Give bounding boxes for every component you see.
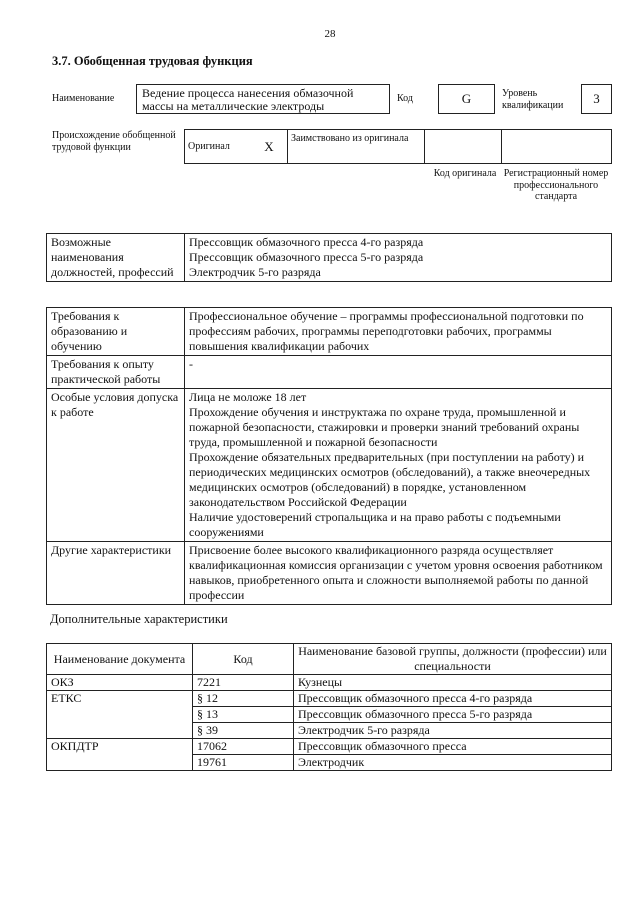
table-row: [47, 723, 612, 739]
code-cell: § 13: [193, 707, 294, 723]
origin-label: Происхождение обобщенной трудовой функции: [52, 130, 176, 153]
name-cell: Электродчик 5-го разряда: [294, 723, 612, 739]
doc-cell: [47, 707, 193, 723]
requirement-paragraph: Наличие удостоверений стропальщика и на право работы с подъемными сооружениями: [189, 510, 561, 539]
doc-cell: ЕТКС: [47, 691, 193, 707]
requirement-value: [185, 542, 612, 605]
requirement-paragraph: Профессиональное обучение – программы профессиональной подготовки по профессиям рабочих, программы переподготовки рабочих, программы повышения квалификации рабочих: [189, 309, 584, 353]
positions-table: [46, 233, 612, 282]
requirement-label: Требования к образованию и обучению: [47, 308, 185, 356]
requirement-paragraph: Прохождение обязательных предварительных (при поступлении на работу) и периодических медицинских осмотров (обследований), а также внеочередных медицинских осмотров (обследований) в порядке, установленном законодательством Российской Федерации: [189, 450, 591, 509]
col-code-header: Код: [193, 644, 294, 675]
code-original-caption: Код оригинала: [433, 168, 497, 179]
doc-cell: ОКПДТР: [47, 739, 193, 755]
code-cell: 17062: [193, 739, 294, 755]
origin-table: [184, 129, 612, 164]
additional-title: Дополнительные характеристики: [50, 612, 228, 626]
borrowed-label: Заимствовано из оригинала: [288, 130, 425, 164]
function-name-field: Ведение процесса нанесения обмазочной массы на металлические электроды: [136, 84, 390, 114]
positions-label: Возможные наименования должностей, профессий: [47, 234, 185, 282]
requirement-row: [47, 308, 612, 356]
name-cell: Прессовщик обмазочного пресса: [294, 739, 612, 755]
requirement-label: Другие характеристики: [47, 542, 185, 605]
level-label: Уровень квалификации: [502, 88, 564, 111]
requirement-row: [47, 389, 612, 542]
page-number: 28: [324, 28, 336, 40]
code-cell: 7221: [193, 675, 294, 691]
code-cell: § 12: [193, 691, 294, 707]
section-title: 3.7. Обобщенная трудовая функция: [52, 54, 253, 68]
name-cell: Электродчик: [294, 755, 612, 771]
requirement-label: Особые условия допуска к работе: [47, 389, 185, 542]
origin-code-cell: [425, 130, 502, 164]
position-line: Прессовщик обмазочного пресса 5-го разряда: [189, 250, 424, 264]
requirement-paragraph: -: [189, 357, 193, 371]
original-mark: X: [251, 130, 288, 164]
name-cell: Кузнецы: [294, 675, 612, 691]
requirement-label: Требования к опыту практической работы: [47, 356, 185, 389]
code-cell: § 39: [193, 723, 294, 739]
doc-cell: [47, 755, 193, 771]
doc-cell: ОКЗ: [47, 675, 193, 691]
reg-number-cell: [502, 130, 612, 164]
requirement-value: [185, 389, 612, 542]
col-doc-header: Наименование документа: [47, 644, 193, 675]
requirement-paragraph: Присвоение более высокого квалификационного разряда осуществляет квалификационная комиссия организации с учетом уровня освоения работником навыков, приобретенного опыта и сложности выполняемой работы по данной профессии: [189, 543, 603, 602]
additional-table: [46, 643, 612, 771]
table-row: [47, 675, 612, 691]
position-line: Прессовщик обмазочного пресса 4-го разряда: [189, 235, 424, 249]
code-label: Код: [397, 93, 413, 104]
col-name-header: Наименование базовой группы, должности (профессии) или специальности: [294, 644, 612, 675]
doc-cell: [47, 723, 193, 739]
additional-header-row: [47, 644, 612, 675]
qualification-level-value: 3: [581, 84, 612, 114]
requirement-row: [47, 542, 612, 605]
function-code-value: G: [438, 84, 495, 114]
requirement-paragraph: Лица не моложе 18 лет: [189, 390, 307, 404]
table-row: [47, 739, 612, 755]
positions-values: [185, 234, 612, 282]
reg-number-caption: Регистрационный номер профессионального стандарта: [503, 168, 609, 202]
name-cell: Прессовщик обмазочного пресса 4-го разряда: [294, 691, 612, 707]
requirements-table: [46, 307, 612, 605]
table-row: [47, 755, 612, 771]
requirement-paragraph: Прохождение обучения и инструктажа по охране труда, промышленной и пожарной безопасности, стажировки и проверки знаний требований охраны труда, промышленной и пожарной безопасности: [189, 405, 580, 449]
name-cell: Прессовщик обмазочного пресса 5-го разряда: [294, 707, 612, 723]
requirement-value: [185, 308, 612, 356]
requirement-value: [185, 356, 612, 389]
original-label: Оригинал: [185, 130, 252, 164]
position-line: Электродчик 5-го разряда: [189, 265, 321, 279]
code-cell: 19761: [193, 755, 294, 771]
name-label: Наименование: [52, 93, 115, 104]
requirement-row: [47, 356, 612, 389]
table-row: [47, 707, 612, 723]
table-row: [47, 691, 612, 707]
